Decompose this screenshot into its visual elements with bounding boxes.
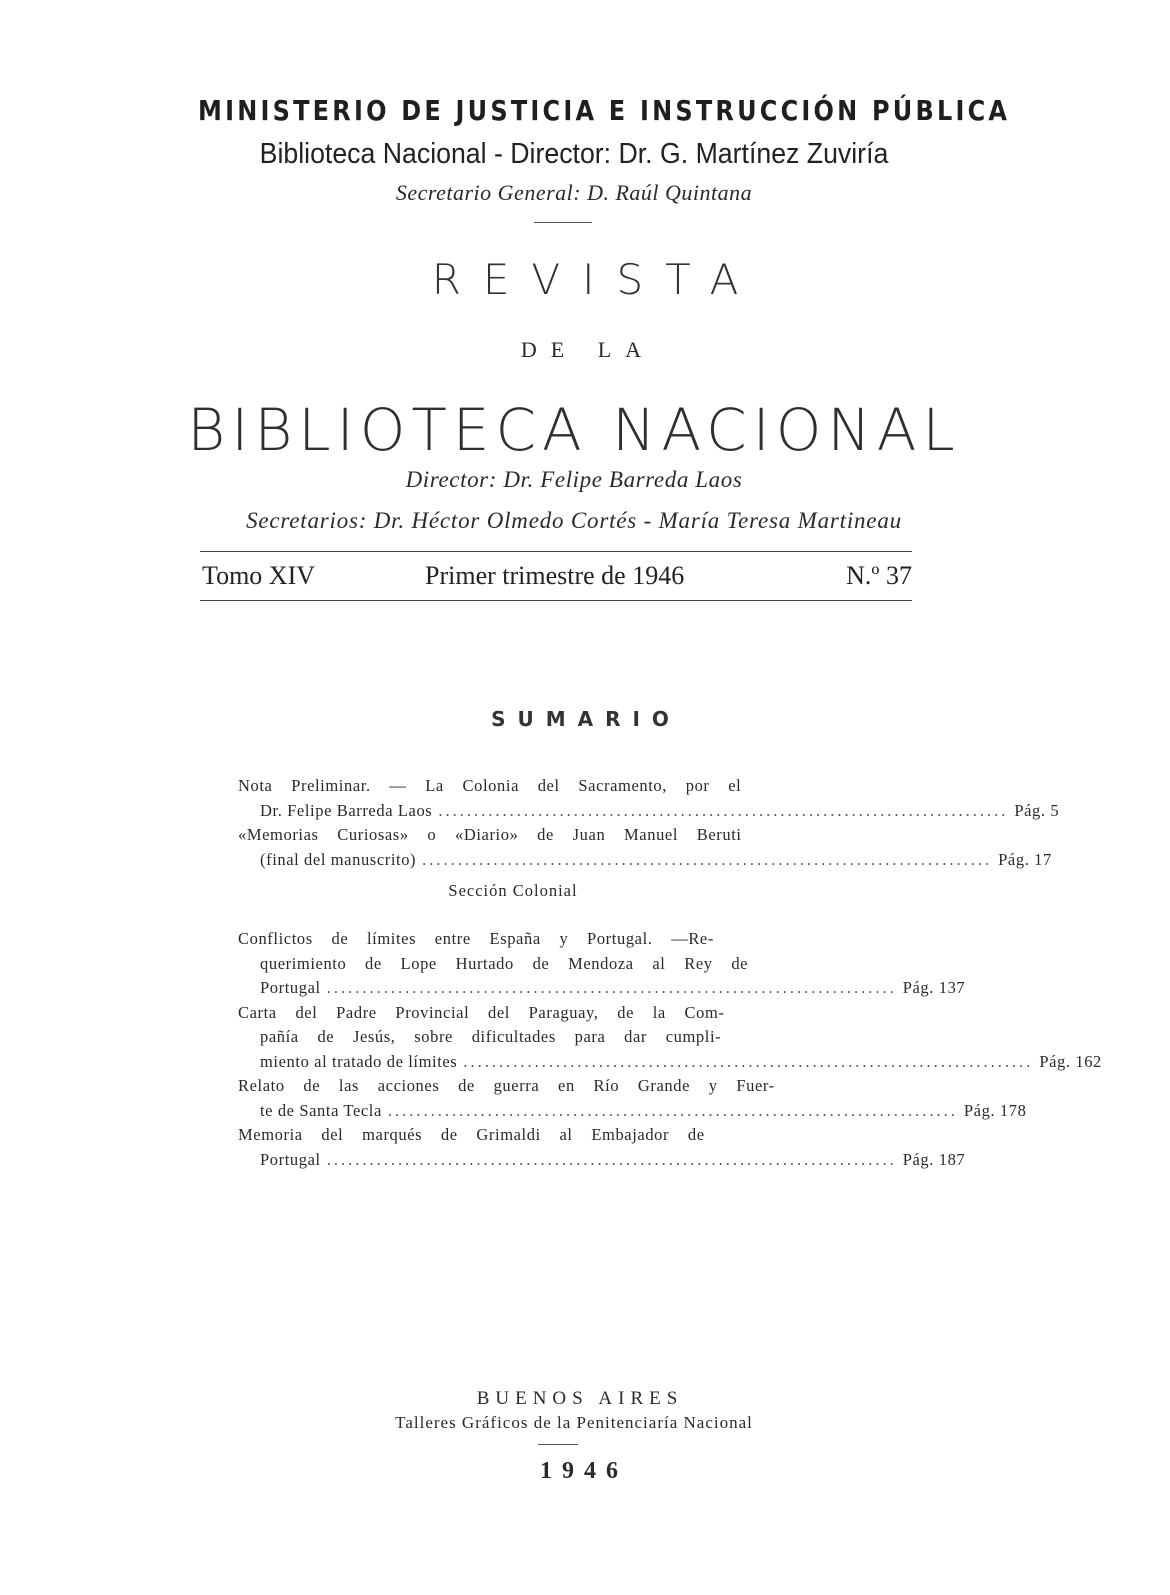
director-line: Director: Dr. Felipe Barreda Laos [405, 467, 743, 492]
imprint-city: BUENOS AIRES [476, 1388, 684, 1409]
table-of-contents-colonial [238, 927, 1102, 1172]
imprint-printer: Talleres Gráficos de la Penitenciaría Nacional [395, 1413, 753, 1432]
divider [534, 222, 592, 223]
contents-heading: SUMARIO [491, 707, 681, 731]
toc-entry-last-line [238, 799, 1060, 824]
toc-leader-dots: ................................................................................ [438, 800, 1009, 820]
imprint-year: 1946 [540, 1458, 628, 1484]
toc-leader-dots: ................................................................................ [326, 978, 897, 997]
divider [200, 600, 912, 601]
journal-title-de-la: DE LA [520, 337, 656, 362]
toc-entry [238, 1074, 1027, 1123]
toc-leader-dots: ................................................................................ [326, 1149, 897, 1169]
toc-entry-title-end: te de Santa Tecla [260, 1100, 382, 1120]
toc-entry-line: Nota Preliminar. — La Colonia del Sacramento, por el [238, 776, 742, 795]
toc-entry-title-end: miento al tratado de límites [260, 1051, 458, 1071]
toc-entry-line: «Memorias Curiosas» o «Diario» de Juan Manuel Beruti [238, 825, 742, 844]
toc-entry-last-line [238, 848, 1052, 873]
period-label: Primer trimestre de 1946 [425, 561, 685, 590]
toc-page-number: Pág. 178 [963, 1100, 1027, 1120]
library-director-line: Biblioteca Nacional - Director: Dr. G. Martínez Zuviría [259, 138, 889, 170]
toc-entry-title-end: (final del manuscrito) [260, 849, 417, 869]
toc-entry-last-line [238, 976, 966, 1001]
toc-leader-dots: ................................................................................ [463, 1051, 1034, 1071]
toc-page-number: Pág. 5 [1014, 800, 1060, 820]
journal-title-biblioteca: BIBLIOTECA NACIONAL [187, 396, 961, 464]
secretaries-line: Secretarios: Dr. Héctor Olmedo Cortés - María Teresa Martineau [246, 508, 902, 533]
toc-page-number: Pág. 137 [902, 978, 966, 997]
toc-entry-last-line [238, 1099, 1027, 1124]
toc-page-number: Pág. 17 [998, 849, 1052, 869]
toc-entry [238, 774, 1060, 823]
toc-entry [238, 927, 966, 1001]
toc-entry [238, 823, 1052, 872]
toc-entry-line: Conflictos de límites entre España y Portugal. —Re- [238, 929, 714, 948]
volume-label: Tomo XIV [202, 561, 316, 590]
toc-entry-title-end: Portugal [260, 1149, 321, 1169]
toc-entry-line: pañía de Jesús, sobre dificultades para dar cumpli- [260, 1027, 722, 1046]
toc-entry-line: Memoria del marqués de Grimaldi al Embajador de [238, 1125, 705, 1144]
toc-entry-last-line [238, 1148, 966, 1173]
toc-page-number: Pág. 187 [902, 1149, 966, 1169]
toc-entry-line: querimiento de Lope Hurtado de Mendoza al Rey de [260, 953, 749, 973]
toc-leader-dots: ................................................................................ [387, 1100, 958, 1120]
toc-leader-dots: ................................................................................ [422, 849, 993, 869]
ministry-header: MINISTERIO DE JUSTICIA E INSTRUCCIÓN PÚBLICA [198, 94, 1011, 128]
secretary-general-line: Secretario General: D. Raúl Quintana [395, 180, 753, 205]
toc-entry [238, 1123, 966, 1172]
toc-entry-last-line [238, 1050, 1102, 1075]
section-heading: Sección Colonial [448, 881, 578, 900]
table-of-contents [238, 774, 1060, 910]
divider [538, 1444, 578, 1445]
toc-page-number: Pág. 162 [1039, 1051, 1102, 1071]
divider [200, 551, 912, 552]
toc-entry-line: Carta del Padre Provincial del Paraguay, de la Com- [238, 1002, 725, 1022]
toc-entry-title-end: Dr. Felipe Barreda Laos [260, 800, 433, 820]
issue-info-row [200, 561, 912, 595]
issue-number: N.º 37 [846, 561, 912, 590]
toc-entry [238, 1001, 1102, 1075]
journal-title-revista: REVISTA [431, 255, 761, 304]
toc-entry-title-end: Portugal [260, 978, 321, 997]
toc-entry-line: Relato de las acciones de guerra en Río Grande y Fuer- [238, 1076, 775, 1095]
